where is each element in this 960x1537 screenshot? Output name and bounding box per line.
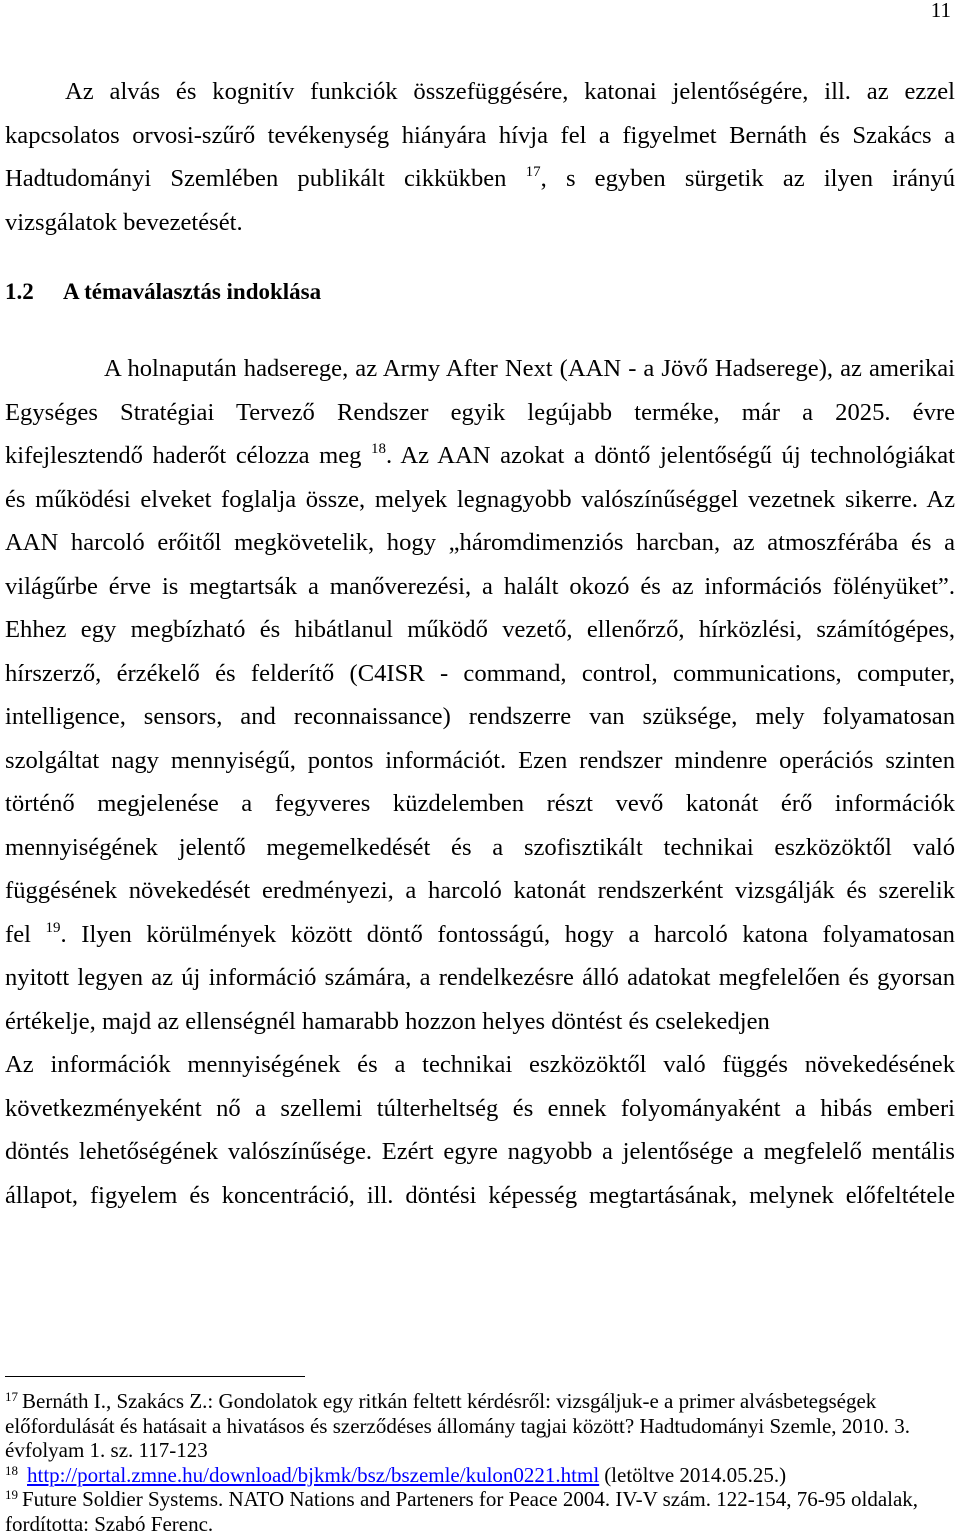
- footnote-separator: [5, 1376, 305, 1377]
- text-line: intelligence, sensors, and reconnaissance) rendszerre van szüksége, mely folyamatosan: [5, 703, 955, 730]
- text-line: hírszerző, érzékelő és felderítő (C4ISR - command, control, communications, computer,: [5, 659, 955, 687]
- text-line: következményeként nő a szellemi túlterheltség és ennek folyományaként a hibás emberi: [5, 1094, 955, 1122]
- footnote-line: fordította: Szabó Ferenc.: [5, 1511, 214, 1536]
- text-line: értékelje, majd az ellenségnél hamarabb hozzon helyes döntést és cselekedjen: [5, 1007, 770, 1035]
- footnote-number: 18: [5, 1462, 18, 1478]
- footnote-ref[interactable]: 17: [525, 164, 541, 180]
- text-line: A holnapután hadserege, az Army After Next (AAN - a Jövő Hadserege), az amerikai: [104, 355, 955, 382]
- text-segment: kifejlesztendő haderőt célozza meg: [5, 442, 372, 469]
- footnote-17: [5, 1389, 955, 1463]
- body-paragraph: [5, 347, 955, 1043]
- intro-paragraph: [5, 70, 955, 244]
- text-segment: , s egyben sürgetik az ilyen irányú: [540, 165, 955, 192]
- text-line: mennyiségének jelentő megemelkedését és a szofisztikált technikai eszközöktől való: [5, 833, 955, 861]
- text-segment: Hadtudományi Szemlében publikált cikkükben: [5, 165, 526, 192]
- text-line: világűrbe érve is megtartsák a manőverezési, a halált okozó és az információs fölényüket”.: [5, 572, 955, 600]
- footnotes: [5, 1389, 955, 1536]
- text-line: vizsgálatok bevezetését.: [5, 208, 243, 236]
- footnote-line: előfordulását és hatásait a hivatásos és szerződéses állomány tagjai között? Hadtudományi Szemle, 2010. 3.: [5, 1413, 911, 1438]
- footnote-18: [5, 1463, 955, 1488]
- footnote-link[interactable]: http://portal.zmne.hu/download/bjkmk/bsz/bszemle/kulon0221.html: [27, 1462, 600, 1487]
- text-line: függésének növekedését eredményezi, a harcoló katonát rendszerként vizsgálják és szerelik: [5, 877, 955, 904]
- text-line: nyitott legyen az új információ számára, a rendelkezésre álló adatokat megfelelően és gyorsan: [5, 964, 955, 991]
- text-segment: . Az AAN azokat a döntő jelentőségű új technológiákat: [386, 442, 955, 469]
- text-line: Ehhez egy megbízható és hibátlanul működő vezető, ellenőrző, hírközlési, számítógépes,: [5, 616, 955, 643]
- text-line: Az alvás és kognitív funkciók összefüggésére, katonai jelentőségére, ill. az ezzel: [65, 78, 955, 105]
- section-number: 1.2: [5, 279, 34, 304]
- footnote-ref[interactable]: 18: [371, 441, 387, 457]
- footnote-text: Future Soldier Systems. NATO Nations and Parteners for Peace 2004. IV-V szám. 122-154, 76-95 oldalak,: [22, 1487, 919, 1511]
- text-line: kapcsolatos orvosi-szűrő tevékenység hiányára hívja fel a figyelmet Bernáth és Szakács a: [5, 121, 955, 149]
- text-line: és működési elveket foglalja össze, melyek legnagyobb valószínűséggel vezetnek sikerre. Az: [5, 485, 955, 513]
- footnote-number: 17: [5, 1389, 18, 1404]
- text-line: [5, 434, 955, 478]
- footnote-text: (letöltve 2014.05.25.): [604, 1462, 787, 1487]
- text-line: Az információk mennyiségének és a technikai eszközöktől való függés növekedésének: [5, 1051, 955, 1078]
- text-line: [5, 913, 955, 957]
- footnote-line: [5, 1487, 955, 1512]
- footnote-line: [5, 1389, 955, 1414]
- text-line: történő megjelenése a fegyveres küzdelemben részt vevő katonát érő információk: [5, 790, 955, 817]
- text-line: AAN harcoló erőitől megkövetelik, hogy „háromdimenziós harcban, az atmoszférába és a: [5, 529, 955, 556]
- footnote-line: [5, 1463, 955, 1488]
- text-line: [5, 157, 955, 201]
- text-segment: fel: [5, 920, 46, 948]
- section-title: A témaválasztás indoklása: [63, 279, 322, 304]
- text-line: döntés lehetőségének valószínűsége. Ezért egyre nagyobb a jelentősége a megfelelő mentális: [5, 1138, 955, 1165]
- footnote-19: [5, 1487, 955, 1536]
- text-line: szolgáltat nagy mennyiségű, pontos információt. Ezen rendszer mindenre operációs szinten: [5, 746, 955, 774]
- footnote-ref[interactable]: 19: [45, 919, 61, 936]
- footnote-text: Bernáth I., Szakács Z.: Gondolatok egy ritkán feltett kérdésről: vizsgáljuk-e a primer alvásbetegségek: [22, 1389, 877, 1413]
- footnote-number: 19: [5, 1487, 18, 1502]
- text-line: állapot, figyelem és koncentráció, ill. döntési képesség megtartásának, melynek előfeltétele: [5, 1181, 955, 1209]
- footnote-line: évfolyam 1. sz. 117-123: [5, 1438, 208, 1462]
- text-segment: . Ilyen körülmények között döntő fontosságú, hogy a harcoló katona folyamatosan: [60, 920, 955, 948]
- text-line: Egységes Stratégiai Tervező Rendszer egyik legújabb terméke, már a 2025. évre: [5, 398, 955, 426]
- page-number: 11: [930, 0, 951, 22]
- section-heading: [5, 270, 955, 314]
- body-paragraph: [5, 1043, 955, 1217]
- section-body: [5, 347, 955, 1217]
